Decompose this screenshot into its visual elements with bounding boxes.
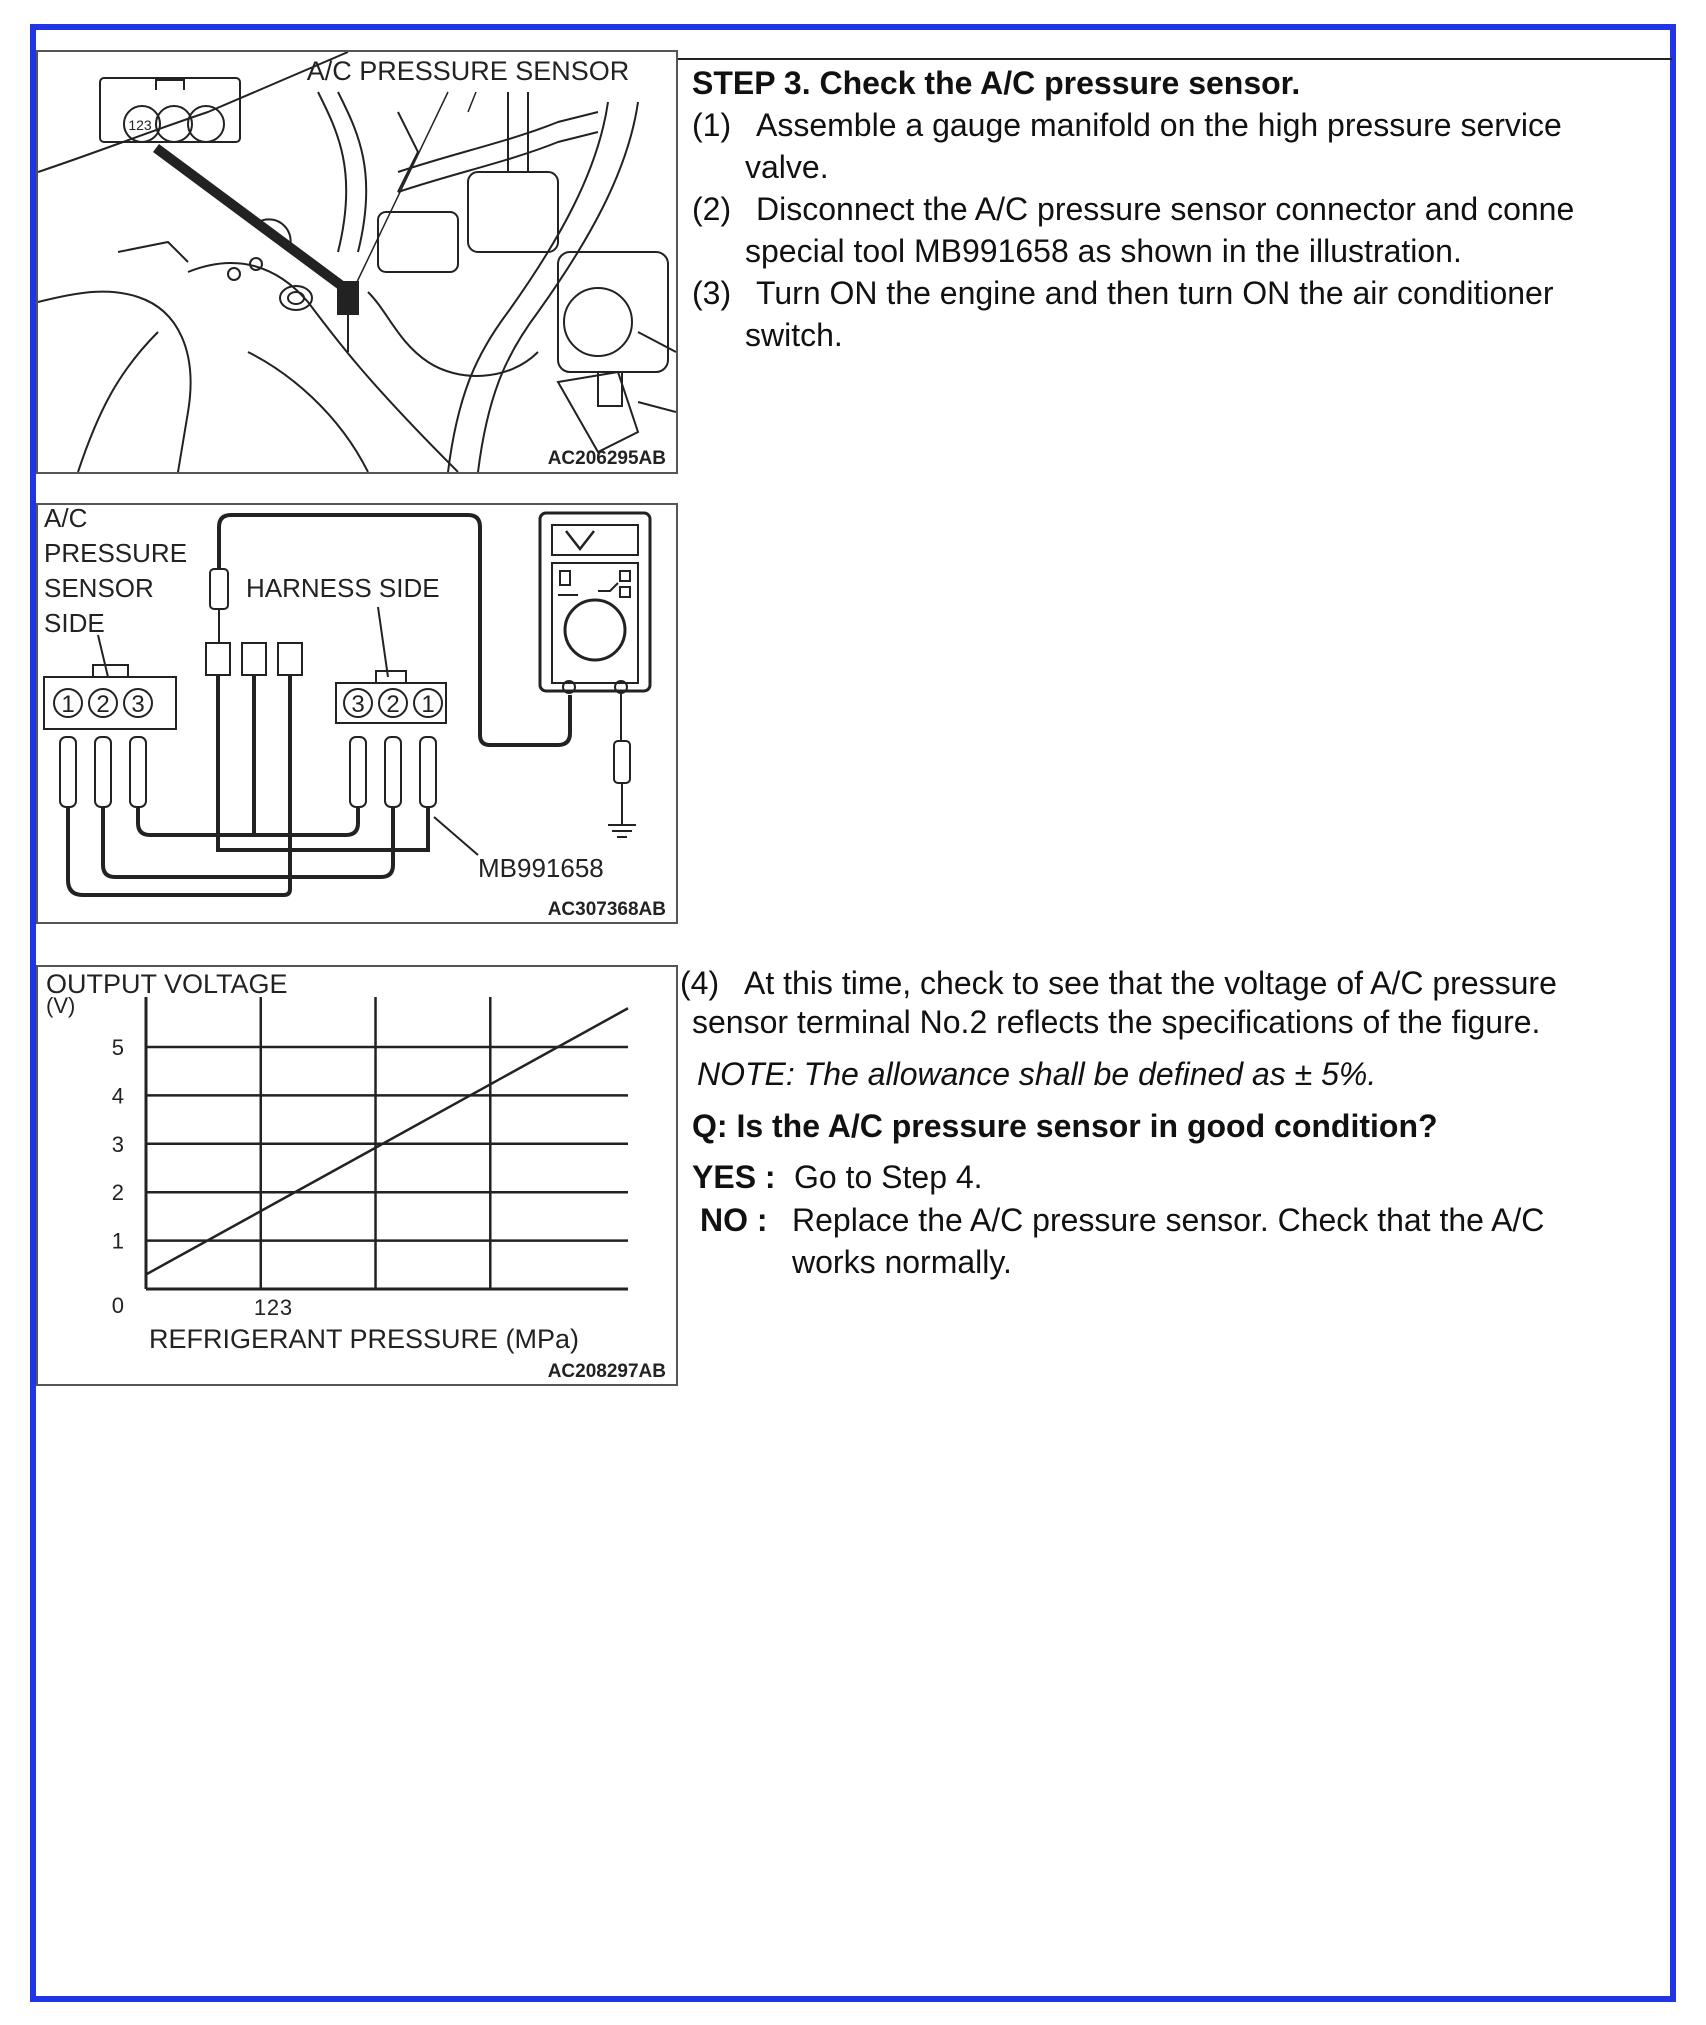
sensor-pin-3: 3 — [131, 691, 145, 718]
no-text-line-1: Replace the A/C pressure sensor. Check that the A/C — [792, 1202, 1545, 1238]
x-tick-2: 2 — [266, 1295, 280, 1320]
item-2-number: (2) — [692, 191, 732, 227]
item-3-line-1: Turn ON the engine and then turn ON the air conditioner — [756, 275, 1554, 311]
item-4-line-2: sensor terminal No.2 reflects the specifications of the figure. — [692, 1004, 1541, 1040]
harness-pin-1: 1 — [421, 691, 435, 718]
item-1-line-1: Assemble a gauge manifold on the high pressure service — [756, 107, 1562, 143]
sensor-side-label-1: A/C — [44, 505, 88, 533]
voltmeter — [540, 513, 650, 691]
y-tick-4: 4 — [111, 1083, 124, 1109]
item-2-line-1: Disconnect the A/C pressure sensor connector and conne — [756, 191, 1575, 227]
no-text-line-2: works normally. — [792, 1244, 1012, 1280]
item-1-line-2: valve. — [745, 149, 829, 185]
harness-pin-2: 2 — [386, 691, 400, 718]
no-label: NO : — [700, 1202, 768, 1238]
engine-bay-drawing — [38, 52, 676, 472]
item-3-line-2: switch. — [745, 317, 843, 353]
pressure-sensor-label: A/C PRESSURE SENSOR — [306, 56, 630, 86]
chart-yunit: (V) — [46, 993, 76, 1018]
y-tick-1: 1 — [111, 1228, 124, 1254]
tool-number: MB991658 — [478, 853, 604, 883]
item-4-line-1: At this time, check to see that the voltage of A/C pressure — [744, 965, 1557, 1001]
wiring-diagram — [36, 503, 678, 924]
sensor-side-label-3: SENSOR — [44, 573, 154, 603]
voltage-chart-svg — [38, 967, 676, 1384]
sensor-pin-2: 2 — [96, 691, 110, 718]
chart-code: AC208297AB — [547, 1361, 666, 1382]
item-1-number: (1) — [692, 107, 732, 143]
sensor-side-label-2: PRESSURE — [44, 538, 188, 568]
voltage-chart — [36, 965, 678, 1386]
y-tick-3: 3 — [111, 1131, 124, 1157]
harness-side-label: HARNESS SIDE — [246, 573, 440, 603]
question-text: Q: Is the A/C pressure sensor in good condition? — [692, 1108, 1438, 1144]
note-text: NOTE: The allowance shall be defined as ± 5%. — [697, 1056, 1377, 1092]
item-4-number: (4) — [680, 965, 720, 1001]
meter-symbol: V — [594, 529, 596, 530]
y-tick-5: 5 — [111, 1035, 124, 1060]
figure2-code: AC307368AB — [547, 899, 666, 920]
figure1-code: AC206295AB — [547, 448, 666, 469]
harness-pin-3: 3 — [351, 691, 365, 718]
y-tick-0: 0 — [111, 1293, 124, 1318]
chart-xlabel: REFRIGERANT PRESSURE (MPa) — [148, 1324, 580, 1354]
sensor-pin-1: 1 — [61, 691, 75, 718]
wiring-drawing — [38, 505, 676, 922]
x-tick-1: 1 — [253, 1295, 267, 1320]
chart-ylabel: OUTPUT VOLTAGE — [46, 969, 288, 999]
yes-label: YES : — [692, 1159, 776, 1195]
engine-bay-illustration — [36, 50, 678, 474]
x-tick-3: 3 — [279, 1295, 293, 1320]
connector-callout-box — [100, 78, 240, 142]
yes-text: Go to Step 4. — [794, 1159, 983, 1195]
y-tick-2: 2 — [111, 1180, 124, 1206]
step-title: STEP 3. Check the A/C pressure sensor. — [692, 65, 1301, 101]
item-3-number: (3) — [692, 275, 732, 311]
sensor-side-label-4: SIDE — [44, 608, 105, 638]
header-rule — [678, 58, 1672, 60]
connector-pin-numbers: 123 — [128, 117, 152, 133]
item-2-line-2: special tool MB991658 as shown in the illustration. — [745, 233, 1462, 269]
